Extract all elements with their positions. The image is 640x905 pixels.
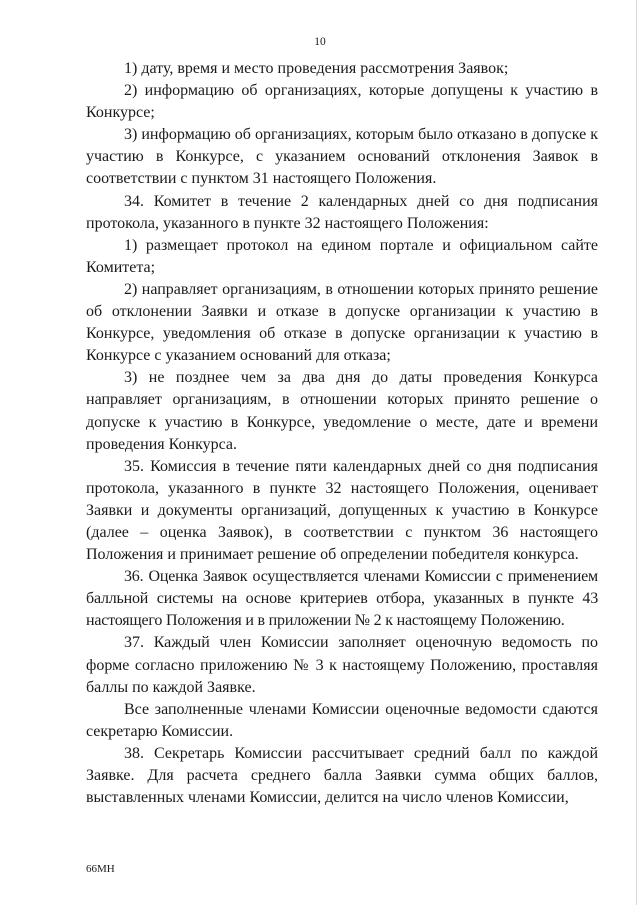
paragraph-review-date: 1) дату, время и место проведения рассмотрения Заявок; (124, 60, 509, 77)
paragraph-publish-protocol: 1) размещает протокол на едином портале и официальном сайте Комитета; (86, 236, 598, 276)
document-body (86, 58, 598, 809)
footer-code: 66МН (86, 863, 115, 875)
paragraph-admitted-organizations: 2) информацию об организациях, которые допущены к участию в Конкурсе; (86, 82, 598, 122)
paragraph-item-36: 36. Оценка Заявок осуществляется членами Комиссии с применением балльной системы на основе критериев отбора, указанных в пункте 43 настоящего Положения и в приложении № 2 к настоящему Положению. (86, 568, 598, 630)
paragraph-item-37: 37. Каждый член Комиссии заполняет оценочную ведомость по форме согласно приложению № 3 к настоящему Положению, проставляя баллы по каждой Заявке. (86, 634, 598, 696)
page-number: 10 (314, 36, 326, 48)
paragraph-item-35: 35. Комиссия в течение пяти календарных дней со дня подписания протокола, указанного в пункте 32 настоящего Положения, оценивает Заявки и документы организаций, допущенных к участию в Конкурсе (далее – оценка Заявок), в соответствии с пунктом 36 настоящего Положения и принимает решение об определении победителя конкурса. (86, 457, 598, 564)
paragraph-submission-to-secretary: Все заполненные членами Комиссии оценочные ведомости сдаются секретарю Комиссии. (86, 700, 598, 740)
paragraph-item-34: 34. Комитет в течение 2 календарных дней со дня подписания протокола, указанного в пункте 32 настоящего Положения: (86, 192, 598, 232)
paragraph-rejection-notice: 2) направляет организациям, в отношении которых принято решение об отклонении Заявки и отказе в допуске организации к участию в Конкурсе, уведомления об отказе в допуске организации к участию в Конкурсе с указанием оснований для отказа; (86, 280, 598, 365)
paragraph-admission-notice: 3) не позднее чем за два дня до даты проведения Конкурса направляет организациям, в отношении которых принято решение о допуске к участию в Конкурсе, уведомление о месте, дате и времени проведения Конкурса. (86, 369, 598, 453)
paragraph-item-38: 38. Секретарь Комиссии рассчитывает средний балл по каждой Заявке. Для расчета среднего балла Заявки сумма общих баллов, выставленных членами Комиссии, делится на число членов Комиссии, (86, 744, 598, 807)
page-edge (636, 0, 637, 905)
paragraph-rejected-organizations: 3) информацию об организациях, которым было отказано в допуске к участию в Конкурсе, с указанием оснований отклонения Заявок в соответствии с пунктом 31 настоящего Положения. (86, 126, 598, 188)
